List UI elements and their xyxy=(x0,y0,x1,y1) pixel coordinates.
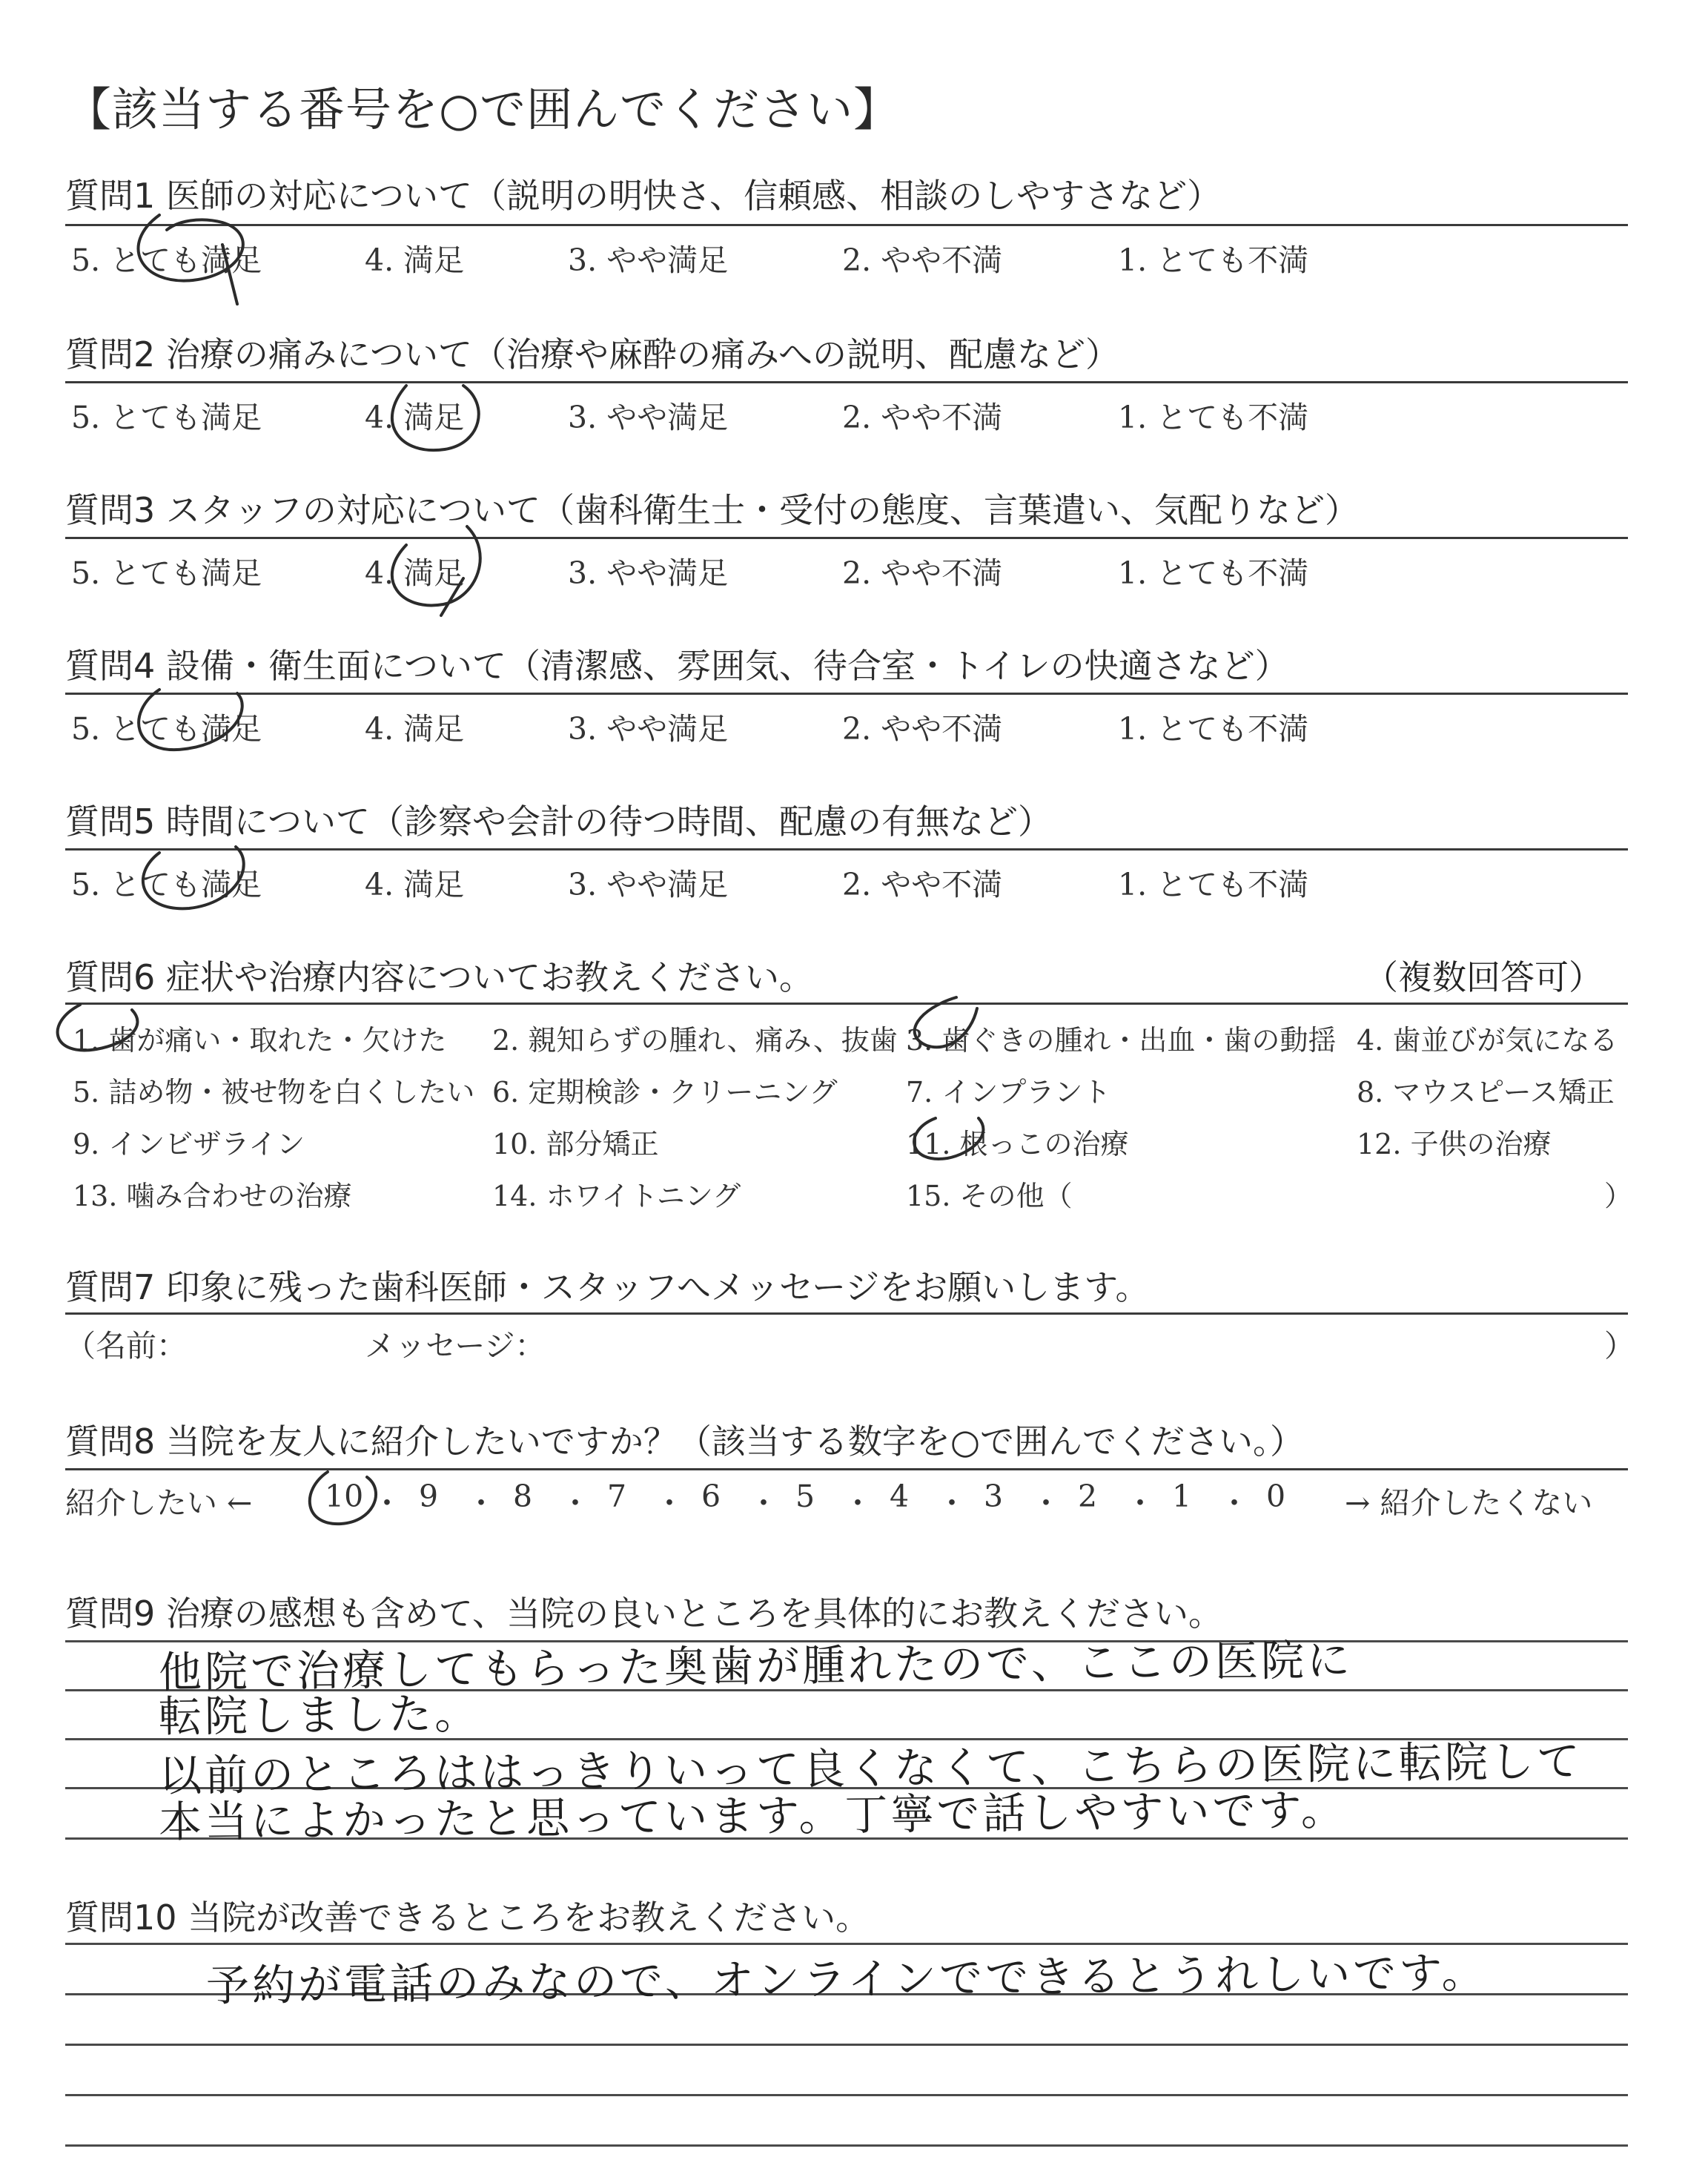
q6-option-15[interactable]: 15. その他（ xyxy=(906,1180,1073,1212)
q5-option-5[interactable]: 5. とても満足 xyxy=(71,867,262,902)
q6-option-5[interactable]: 5. 詰め物・被せ物を白くしたい xyxy=(73,1076,475,1109)
q1-option-4[interactable]: 4. 満足 xyxy=(365,242,465,278)
recommend-score-7[interactable]: 7 xyxy=(607,1479,627,1514)
q1-option-2[interactable]: 2. やや不満 xyxy=(842,242,1003,278)
q1-option-3[interactable]: 3. やや満足 xyxy=(568,242,729,278)
question-4-title: 質問4 設備・衛生面について（清潔感、雰囲気、待合室・トイレの快適さなど） xyxy=(65,646,1289,686)
q10-answer-line-1: 予約が電話のみなので、オンラインでできるとうれしいです。 xyxy=(205,1946,1488,2012)
q5-option-3[interactable]: 3. やや満足 xyxy=(568,867,729,902)
question-6-title: 質問6 症状や治療内容についてお教えください。 xyxy=(65,957,813,997)
q9-answer-line-3: 以前のところははっきりいって良くなくて、こちらの医院に転院して xyxy=(158,1735,1583,1802)
answer-line xyxy=(65,2044,1628,2046)
q7-name-label: （名前： xyxy=(65,1328,187,1364)
q6-option-6[interactable]: 6. 定期検診・クリーニング xyxy=(492,1076,838,1109)
recommend-score-1[interactable]: 1 xyxy=(1172,1479,1192,1514)
recommend-separator: ・ xyxy=(371,1485,403,1521)
q6-option-14[interactable]: 14. ホワイトニング xyxy=(492,1180,741,1212)
recommend-score-5[interactable]: 5 xyxy=(795,1479,815,1514)
recommend-score-3[interactable]: 3 xyxy=(984,1479,1004,1514)
recommend-right-label: → 紹介したくない xyxy=(1345,1485,1593,1521)
recommend-score-9[interactable]: 9 xyxy=(419,1479,439,1514)
recommend-score-10[interactable]: 10 xyxy=(325,1479,364,1514)
q9-answer-line-1: 他院で治療してもらった奥歯が腫れたので、ここの医院に xyxy=(158,1634,1354,1698)
divider xyxy=(65,1312,1628,1315)
question-9-title: 質問9 治療の感想も含めて、当院の良いところを具体的にお教えください。 xyxy=(65,1593,1222,1634)
q2-option-2[interactable]: 2. やや不満 xyxy=(842,400,1003,435)
q4-option-2[interactable]: 2. やや不満 xyxy=(842,711,1003,747)
recommend-separator: ・ xyxy=(1030,1485,1062,1521)
q3-option-1[interactable]: 1. とても不満 xyxy=(1118,555,1309,591)
recommend-separator: ・ xyxy=(466,1485,497,1521)
recommend-score-6[interactable]: 6 xyxy=(701,1479,721,1514)
q3-option-3[interactable]: 3. やや満足 xyxy=(568,555,729,591)
recommend-separator: ・ xyxy=(842,1485,873,1521)
q6-option-9[interactable]: 9. インビザライン xyxy=(73,1128,305,1160)
divider xyxy=(65,381,1628,383)
q1-option-1[interactable]: 1. とても不満 xyxy=(1118,242,1309,278)
q6-option-10[interactable]: 10. 部分矯正 xyxy=(492,1128,659,1160)
divider xyxy=(65,1003,1628,1005)
recommend-score-4[interactable]: 4 xyxy=(890,1479,910,1514)
q4-option-1[interactable]: 1. とても不満 xyxy=(1118,711,1309,747)
q9-answer-line-2: 転院しました。 xyxy=(158,1688,481,1743)
q3-option-5[interactable]: 5. とても満足 xyxy=(71,555,262,591)
q4-option-4[interactable]: 4. 満足 xyxy=(365,711,465,747)
q4-option-3[interactable]: 3. やや満足 xyxy=(568,711,729,747)
recommend-score-0[interactable]: 0 xyxy=(1266,1479,1286,1514)
recommend-score-8[interactable]: 8 xyxy=(513,1479,533,1514)
q2-option-1[interactable]: 1. とても不満 xyxy=(1118,400,1309,435)
answer-line xyxy=(65,2144,1628,2147)
q6-option-7[interactable]: 7. インプラント xyxy=(906,1076,1111,1109)
q4-option-5[interactable]: 5. とても満足 xyxy=(71,711,262,747)
question-10-title: 質問10 当院が改善できるところをお教えください。 xyxy=(65,1898,870,1938)
question-8-title: 質問8 当院を友人に紹介したいですか？（該当する数字を○で囲んでください。） xyxy=(65,1421,1305,1462)
q7-message-label: メッセージ： xyxy=(365,1328,546,1364)
page-title: 【該当する番号を○で囲んでください】 xyxy=(65,82,901,136)
recommend-separator: ・ xyxy=(1219,1485,1250,1521)
q2-option-3[interactable]: 3. やや満足 xyxy=(568,400,729,435)
recommend-score-2[interactable]: 2 xyxy=(1078,1479,1098,1514)
q6-option-11[interactable]: 11. 根っこの治療 xyxy=(906,1128,1129,1160)
question-5-title: 質問5 時間について（診察や会計の待つ時間、配慮の有無など） xyxy=(65,802,1052,842)
q5-option-1[interactable]: 1. とても不満 xyxy=(1118,867,1309,902)
multiple-answers-note: （複数回答可） xyxy=(1364,957,1603,997)
divider xyxy=(65,848,1628,851)
recommend-separator: ・ xyxy=(1125,1485,1156,1521)
divider xyxy=(65,537,1628,539)
recommend-left-label: 紹介したい ← xyxy=(65,1485,253,1521)
q9-answer-line-4: 本当によかったと思っています。丁寧で話しやすいです。 xyxy=(158,1784,1348,1848)
question-7-title: 質問7 印象に残った歯科医師・スタッフへメッセージをお願いします。 xyxy=(65,1267,1150,1307)
q2-option-4[interactable]: 4. 満足 xyxy=(365,400,465,435)
question-2-title: 質問2 治療の痛みについて（治療や麻酔の痛みへの説明、配慮など） xyxy=(65,334,1120,374)
question-1-title: 質問1 医師の対応について（説明の明快さ、信頼感、相談のしやすさなど） xyxy=(65,176,1222,216)
answer-line xyxy=(65,2094,1628,2096)
q6-option-2[interactable]: 2. 親知らずの腫れ、痛み、抜歯 xyxy=(492,1024,898,1057)
divider xyxy=(65,1468,1628,1470)
q6-option-12[interactable]: 12. 子供の治療 xyxy=(1357,1128,1552,1160)
recommend-separator: ・ xyxy=(936,1485,967,1521)
q2-option-5[interactable]: 5. とても満足 xyxy=(71,400,262,435)
q6-option-13[interactable]: 13. 噛み合わせの治療 xyxy=(73,1180,352,1212)
q3-option-2[interactable]: 2. やや不満 xyxy=(842,555,1003,591)
q6-option-1[interactable]: 1. 歯が痛い・取れた・欠けた xyxy=(73,1024,447,1057)
q6-other-close: ） xyxy=(1604,1180,1633,1212)
q6-option-3[interactable]: 3. 歯ぐきの腫れ・出血・歯の動揺 xyxy=(906,1024,1337,1057)
q1-option-5[interactable]: 5. とても満足 xyxy=(71,242,262,278)
q5-option-2[interactable]: 2. やや不満 xyxy=(842,867,1003,902)
recommend-separator: ・ xyxy=(748,1485,779,1521)
q3-option-4[interactable]: 4. 満足 xyxy=(365,555,465,591)
q5-option-4[interactable]: 4. 満足 xyxy=(365,867,465,902)
divider xyxy=(65,693,1628,695)
question-3-title: 質問3 スタッフの対応について（歯科衛生士・受付の態度、言葉遣い、気配りなど） xyxy=(65,490,1359,530)
recommend-separator: ・ xyxy=(560,1485,591,1521)
q6-option-8[interactable]: 8. マウスピース矯正 xyxy=(1357,1076,1615,1109)
q7-close: ） xyxy=(1604,1328,1635,1364)
q6-option-4[interactable]: 4. 歯並びが気になる xyxy=(1357,1024,1618,1057)
divider xyxy=(65,224,1628,226)
recommend-separator: ・ xyxy=(654,1485,685,1521)
